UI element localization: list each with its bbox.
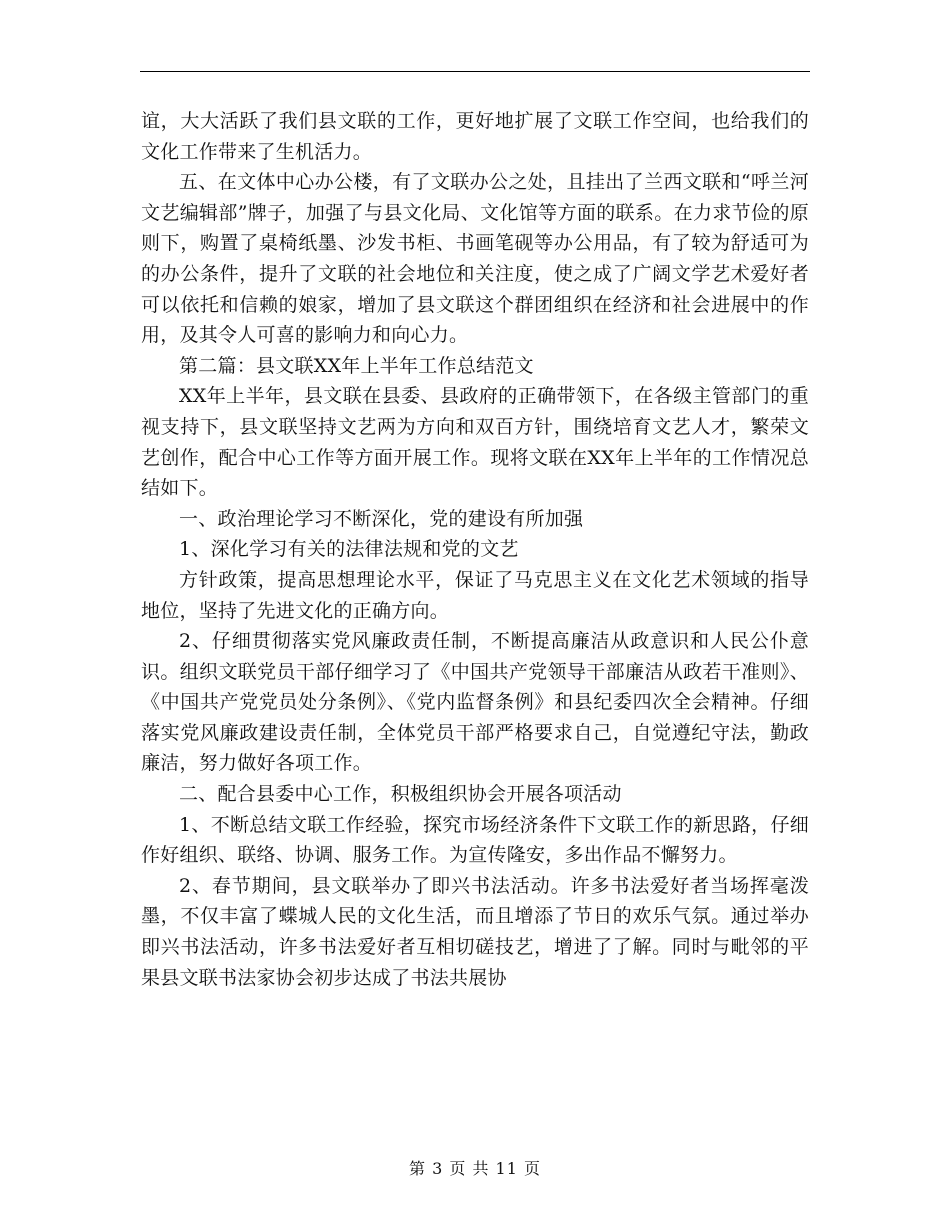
paragraph: 1、不断总结文联工作经验，探究市场经济条件下文联工作的新思路，仔细作好组织、联络、协调、服务工作。为宣传隆安，多出作品不懈努力。: [141, 813, 809, 867]
document-body: [141, 106, 809, 993]
section-heading: 一、政治理论学习不断深化，党的建设有所加强: [179, 507, 584, 530]
footer-suffix: 页: [524, 1159, 542, 1178]
section-heading: 二、配合县委中心工作，积极组织协会开展各项活动: [179, 783, 622, 806]
footer-prefix: 第: [408, 1159, 426, 1178]
footer-middle: 页 共: [449, 1159, 490, 1178]
paragraph: 2、春节期间，县文联举办了即兴书法活动。许多书法爱好者当场挥毫泼墨，不仅丰富了蝶城人民的文化生活，而且增添了节日的欢乐气氛。通过举办即兴书法活动，许多书法爱好者互相切磋技艺，增进了了解。同时与毗邻的平果县文联书法家协会初步达成了书法共展协: [141, 874, 809, 989]
paragraph: 五、在文体中心办公楼，有了文联办公之处，且挂出了兰西文联和“呼兰河文艺编辑部”牌子，加强了与县文化局、文化馆等方面的联系。在力求节俭的原则下，购置了桌椅纸墨、沙发书柜、书画笔砚等办公用品，有了较为舒适可为的办公条件，提升了文联的社会地位和关注度，使之成了广阔文学艺术爱好者可以依托和信赖的娘家，增加了县文联这个群团组织在经济和社会进展中的作用，及其令人可喜的影响力和向心力。: [141, 171, 809, 347]
header-rule: [140, 71, 810, 72]
page-footer: [0, 1156, 950, 1179]
section-heading: 第二篇：县文联XX年上半年工作总结范文: [179, 354, 534, 377]
paragraph: 2、仔细贯彻落实党风廉政责任制，不断提高廉洁从政意识和人民公仆意识。组织文联党员干部仔细学习了《中国共产党领导干部廉洁从政若干准则》、《中国共产党党员处分条例》、《党内监督条例》和县纪委四次全会精神。仔细落实党风廉政建设责任制，全体党员干部严格要求自己，自觉遵纪守法，勤政廉洁，努力做好各项工作。: [141, 630, 809, 775]
current-page-number: 3: [432, 1159, 444, 1178]
paragraph: 1、深化学习有关的法律法规和党的文艺: [179, 538, 519, 561]
paragraph: XX年上半年，县文联在县委、县政府的正确带领下，在各级主管部门的重视支持下，县文联坚持文艺两为方向和双百方针，围绕培育文艺人才，繁荣文艺创作，配合中心工作等方面开展工作。现将文联在XX年上半年的工作情况总结如下。: [141, 385, 809, 500]
paragraph: 谊，大大活跃了我们县文联的工作，更好地扩展了文联工作空间，也给我们的文化工作带来了生机活力。: [141, 110, 809, 163]
paragraph: 方针政策，提高思想理论水平，保证了马克思主义在文化艺术领域的指导地位，坚持了先进文化的正确方向。: [141, 568, 809, 622]
total-pages-number: 11: [495, 1159, 518, 1178]
